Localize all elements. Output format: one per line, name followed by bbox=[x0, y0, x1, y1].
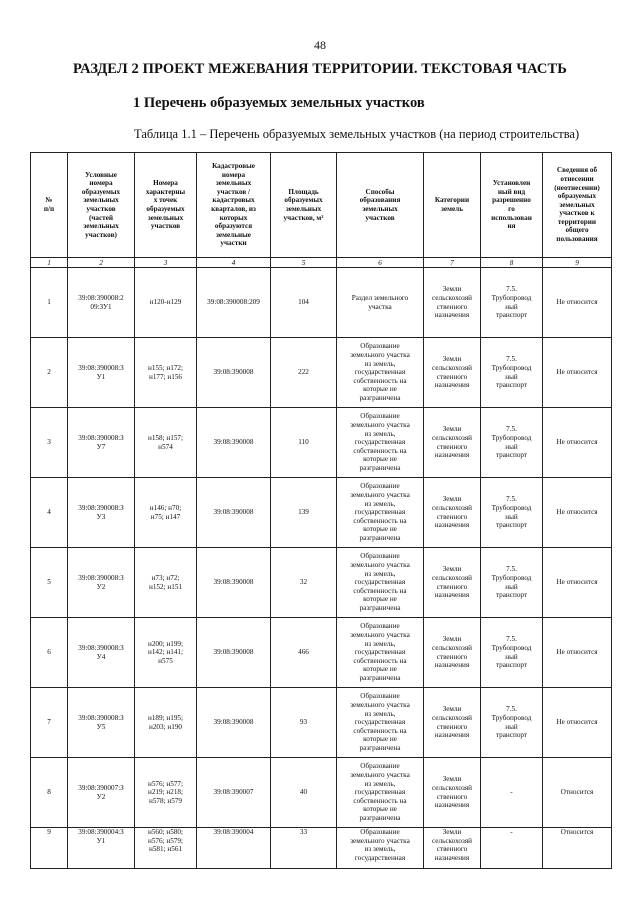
row-number-cell: 2 bbox=[31, 338, 68, 408]
subsection-title: 1 Перечень образуемых земельных участков bbox=[133, 95, 425, 111]
usage-cell: 7.5. Трубопровод ный транспорт bbox=[481, 338, 543, 408]
area-cell: 466 bbox=[271, 618, 337, 688]
category-cell: Земли сельскохозяй ственного назначения bbox=[424, 408, 481, 478]
cadastral-cell: 39:08:390008 bbox=[197, 478, 271, 548]
area-cell: 139 bbox=[271, 478, 337, 548]
plot-id-cell: 39:08:390007:З У2 bbox=[68, 758, 135, 828]
points-cell: н146; н70; н75; н147 bbox=[135, 478, 197, 548]
table-row bbox=[31, 828, 612, 869]
public-use-cell: Относится bbox=[543, 758, 612, 828]
points-cell: н200; н199; н142; н141; н575 bbox=[135, 618, 197, 688]
table-row bbox=[31, 478, 612, 548]
plot-id-cell: 39:08:390004:З У1 bbox=[68, 828, 135, 869]
cadastral-cell: 39:08:390008:209 bbox=[197, 268, 271, 338]
usage-cell: 7.5. Трубопровод ный транспорт bbox=[481, 688, 543, 758]
column-number: 3 bbox=[135, 258, 197, 268]
category-cell: Земли сельскохозяй ственного назначения bbox=[424, 688, 481, 758]
public-use-cell: Не относится bbox=[543, 268, 612, 338]
table-header-row bbox=[31, 153, 612, 258]
plot-id-cell: 39:08:390008:З У4 bbox=[68, 618, 135, 688]
column-number: 5 bbox=[271, 258, 337, 268]
public-use-cell: Не относится bbox=[543, 408, 612, 478]
header-cell: Категории земель bbox=[424, 153, 481, 258]
header-cell: Способы образования земельных участков bbox=[337, 153, 424, 258]
header-cell: Установлен ный вид разрешенно го использован ия bbox=[481, 153, 543, 258]
plot-id-cell: 39:08:390008:З У5 bbox=[68, 688, 135, 758]
table-row bbox=[31, 268, 612, 338]
points-cell: н576; н577; н219; н218; н578; н579 bbox=[135, 758, 197, 828]
method-cell: Образование земельного участка из земель, государственная собственность на которые не разграничена bbox=[337, 408, 424, 478]
section-title: РАЗДЕЛ 2 ПРОЕКТ МЕЖЕВАНИЯ ТЕРРИТОРИИ. ТЕКСТОВАЯ ЧАСТЬ bbox=[73, 61, 567, 77]
column-number: 8 bbox=[481, 258, 543, 268]
public-use-cell: Не относится bbox=[543, 478, 612, 548]
method-cell: Образование земельного участка из земель, государственная собственность на которые не разграничена bbox=[337, 548, 424, 618]
points-cell: н73; н72; н152; н151 bbox=[135, 548, 197, 618]
column-number: 9 bbox=[543, 258, 612, 268]
method-cell: Образование земельного участка из земель, государственная bbox=[337, 828, 424, 869]
header-cell: Сведения об отнесении (неотнесении) образуемых земельных участков к территории общего пользования bbox=[543, 153, 612, 258]
area-cell: 222 bbox=[271, 338, 337, 408]
column-numbers-row bbox=[31, 258, 612, 268]
area-cell: 33 bbox=[271, 828, 337, 869]
plot-id-cell: 39:08:390008:З У1 bbox=[68, 338, 135, 408]
points-cell: н155; н172; н177; н156 bbox=[135, 338, 197, 408]
row-number-cell: 1 bbox=[31, 268, 68, 338]
cadastral-cell: 39:08:390008 bbox=[197, 688, 271, 758]
public-use-cell: Не относится bbox=[543, 618, 612, 688]
area-cell: 93 bbox=[271, 688, 337, 758]
column-number: 1 bbox=[31, 258, 68, 268]
method-cell: Раздел земельного участка bbox=[337, 268, 424, 338]
column-number: 7 bbox=[424, 258, 481, 268]
category-cell: Земли сельскохозяй ственного назначения bbox=[424, 478, 481, 548]
page-number: 48 bbox=[314, 38, 326, 52]
cadastral-cell: 39:08:390004 bbox=[197, 828, 271, 869]
row-number-cell: 5 bbox=[31, 548, 68, 618]
usage-cell: 7.5. Трубопровод ный транспорт bbox=[481, 478, 543, 548]
points-cell: н120-н129 bbox=[135, 268, 197, 338]
public-use-cell: Не относится bbox=[543, 688, 612, 758]
header-cell: Условные номера образуемых земельных участков (частей земельных участков) bbox=[68, 153, 135, 258]
category-cell: Земли сельскохозяй ственного назначения bbox=[424, 618, 481, 688]
row-number-cell: 4 bbox=[31, 478, 68, 548]
usage-cell: 7.5. Трубопровод ный транспорт bbox=[481, 548, 543, 618]
plot-id-cell: 39:08:390008:З У3 bbox=[68, 478, 135, 548]
usage-cell: - bbox=[481, 828, 543, 869]
points-cell: н560; н580; н576; н579; н581; н561 bbox=[135, 828, 197, 869]
cadastral-cell: 39:08:390008 bbox=[197, 338, 271, 408]
table-row bbox=[31, 548, 612, 618]
usage-cell: 7.5. Трубопровод ный транспорт bbox=[481, 618, 543, 688]
row-number-cell: 7 bbox=[31, 688, 68, 758]
cadastral-cell: 39:08:390008 bbox=[197, 548, 271, 618]
category-cell: Земли сельскохозяй ственного назначения bbox=[424, 268, 481, 338]
row-number-cell: 9 bbox=[31, 828, 68, 869]
method-cell: Образование земельного участка из земель, государственная собственность на которые не разграничена bbox=[337, 688, 424, 758]
plot-id-cell: 39:08:390008:2 09:ЗУ1 bbox=[68, 268, 135, 338]
cadastral-cell: 39:08:390007 bbox=[197, 758, 271, 828]
column-number: 4 bbox=[197, 258, 271, 268]
header-cell: Площадь образуемых земельных участков, м² bbox=[271, 153, 337, 258]
header-cell: № п/п bbox=[31, 153, 68, 258]
points-cell: н158; н157; н574 bbox=[135, 408, 197, 478]
public-use-cell: Не относится bbox=[543, 338, 612, 408]
plot-id-cell: 39:08:390008:З У2 bbox=[68, 548, 135, 618]
table-caption: Таблица 1.1 – Перечень образуемых земельных участков (на период строительства) bbox=[134, 127, 580, 141]
area-cell: 110 bbox=[271, 408, 337, 478]
points-cell: н189; н195; н203; н190 bbox=[135, 688, 197, 758]
row-number-cell: 8 bbox=[31, 758, 68, 828]
public-use-cell: Не относится bbox=[543, 548, 612, 618]
method-cell: Образование земельного участка из земель, государственная собственность на которые не разграничена bbox=[337, 618, 424, 688]
category-cell: Земли сельскохозяй ственного назначения bbox=[424, 548, 481, 618]
column-number: 6 bbox=[337, 258, 424, 268]
usage-cell: 7.5. Трубопровод ный транспорт bbox=[481, 268, 543, 338]
column-number: 2 bbox=[68, 258, 135, 268]
public-use-cell: Относится bbox=[543, 828, 612, 869]
category-cell: Земли сельскохозяй ственного назначения bbox=[424, 758, 481, 828]
table-row bbox=[31, 338, 612, 408]
method-cell: Образование земельного участка из земель, государственная собственность на которые не разграничена bbox=[337, 758, 424, 828]
header-cell: Номера характерны х точек образуемых земельных участков bbox=[135, 153, 197, 258]
land-plots-table bbox=[30, 152, 612, 869]
category-cell: Земли сельскохозяй ственного назначения bbox=[424, 338, 481, 408]
table-row bbox=[31, 408, 612, 478]
table-row bbox=[31, 618, 612, 688]
category-cell: Земли сельскохозяй ственного назначения bbox=[424, 828, 481, 869]
method-cell: Образование земельного участка из земель, государственная собственность на которые не разграничена bbox=[337, 338, 424, 408]
table-row bbox=[31, 758, 612, 828]
cadastral-cell: 39:08:390008 bbox=[197, 408, 271, 478]
row-number-cell: 6 bbox=[31, 618, 68, 688]
area-cell: 32 bbox=[271, 548, 337, 618]
plot-id-cell: 39:08:390008:З У7 bbox=[68, 408, 135, 478]
area-cell: 104 bbox=[271, 268, 337, 338]
area-cell: 40 bbox=[271, 758, 337, 828]
cadastral-cell: 39:08:390008 bbox=[197, 618, 271, 688]
header-cell: Кадастровые номера земельных участков / кадастровых кварталов, из которых образуются земельные участки bbox=[197, 153, 271, 258]
method-cell: Образование земельного участка из земель, государственная собственность на которые не разграничена bbox=[337, 478, 424, 548]
usage-cell: 7.5. Трубопровод ный транспорт bbox=[481, 408, 543, 478]
usage-cell: - bbox=[481, 758, 543, 828]
table-row bbox=[31, 688, 612, 758]
row-number-cell: 3 bbox=[31, 408, 68, 478]
